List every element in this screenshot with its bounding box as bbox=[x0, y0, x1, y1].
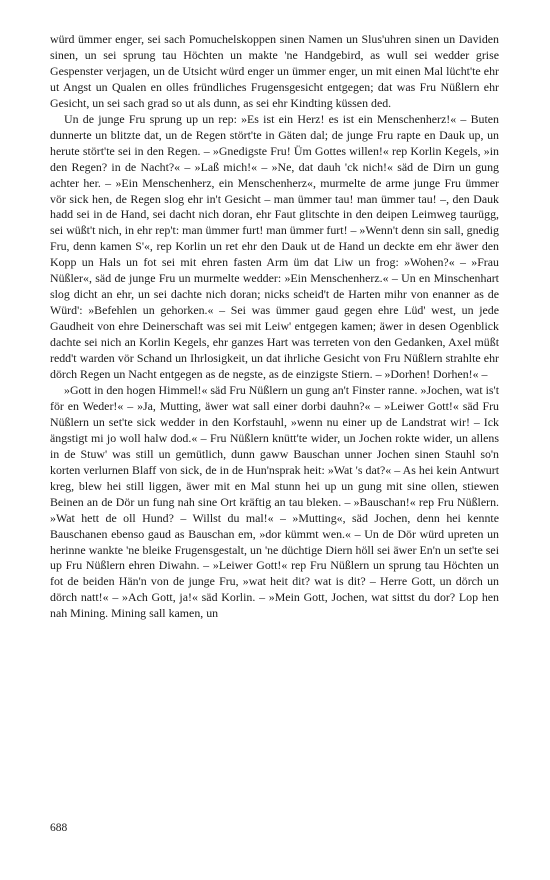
paragraph-1: würd ümmer enger, sei sach Pomuchelskoppen sinen Namen un Slus'uhren sinen un Daviden sinen, un sei sprung tau Höchten un makte 'ne Handgebird, as wull sei wedder grise Gespenster verjagen, un de Utsicht würd enger un ümmer enger, un mit einen Mal lücht'te ehr ut Angst un Qualen en olles fründliches Frugensgesicht entgegen; dat was Fru Nüßlern ehr Gesicht, un sei sach grad so ut als dunn, as sei ehr Kindting küssen ded. bbox=[50, 32, 499, 110]
paragraph-2: Un de junge Fru sprung up un rep: »Es ist ein Herz! es ist ein Menschenherz!« – Buten dunnerte un blitzte dat, un de Regen stört'te in Gäten dal; de junge Fru rapte en Dauk up, un herute stört'te sei in den Regen. – »Gnedigste Fru! Üm Gottes willen!« rep Korlin Kegels, »in den Regen? in de Nacht?« – »Laß mich!« – »Ne, dat dauh 'ck nich!« säd de Dirn un gung achter her. – »Ein Menschenherz, ein Menschenherz«, murmelte de arme junge Fru ümmer vör sick hen, de Regen slog ehr in't Gesicht – man ümmer tau! man ümmer tau! –, den Dauk hadd sei in de Hand, sei dacht nich doran, ehr Faut glitschte in den deipen Leimweg taurügg, sei wüßt't nich, in ehr rep't: man ümmer furt! man ümmer furt! – »Wenn't denn sin sall, gnedig Fru, denn kamen S'«, rep Korlin un ret ehr den Dauk ut de Hand un deckte em ehr äwer den Kopp un Hals un fot sei mit ehren fasten Arm üm dat Liw un frog: »Wohen?« – »Frau Nüßler«, säd de junge Fru un murmelte wedder: »Ein Menschenherz.« – Un en Minschenhart slog dicht an ehr, un sei dachte nich doran; nicks scheid't de Harten mihr von enanner as de Würd': »Befehlen un gehorken.« – Sei was ümmer gaud gegen ehre Lüd' west, un jede Gaudheit von ehre Deinerschaft was sei mit Leiw' entgegen kamen; äwer in desen Ogenblick dachte sei nich an Korlin Kegels, ehr ganzes Hart was terreten von den Gedanken, Axel müßt redd't warden vör Schand un Ihrlosigkeit, un dat ihrliche Gesicht von Fru Nüßlern strahlte ehr dörch Regen un Nacht entgegen as de negste, as de einzigste Stiern. – »Dorhen! Dorhen!« – bbox=[50, 111, 499, 382]
book-page-text bbox=[50, 32, 499, 622]
page-number: 688 bbox=[50, 822, 68, 834]
paragraph-3: »Gott in den hogen Himmel!« säd Fru Nüßlern un gung an't Finster ranne. »Jochen, wat is't för en Weder!« – »Ja, Mutting, äwer wat sall einer dorbi dauhn?« – »Leiwer Gott!« säd Fru Nüßlern un set'te sick wedder in den Korfstauhl, »wenn nu einer up de Landstrat wir! – Ick ängstigt mi jo woll halw dod.« – Fru Nüßlern knütt'te wider, un Jochen rokte wider, un allens in de Stuw' was still un gemütlich, dunn gaww Bauschan unner Jochen sinen Stauhl so'n korten verlurnen Blaff von sick, de in de Hun'nsprak heit: »Wat 's dat?« – As hei kein Antwurt kreg, blew hei still liggen, äwer mit en Mal stunn hei up un gung mit sine ollen, stiewen Beinen an de Dör un fung nah sine Ort kräftig an tau bleken. – »Bauschan!« rep Fru Nüßlern. »Wat hett de oll Hund? – Willst du mal!« – »Mutting«, säd Jochen, denn hei kennte Bauschanen ebenso gaud as Bauschan em, »dor kümmt wen.« – Un de Dör würd upreten un herinne wankte 'ne bleike Frugensgestalt, un 'ne düchtige Diern höll sei äwer En'n un set'te sei up Fru Nüßlern ehren Diwahn. – »Leiwer Gott!« rep Fru Nüßlern un sprung tau Höchten un fot de beiden Hän'n von de junge Fru, »wat heit dit? wat is dit? – Herre Gott, un dörch un dörch natt!« – »Ach Gott, ja!« säd Korlin. – »Mein Gott, Jochen, wat sittst du dor? Lop hen nah Mining. Mining sall kamen, un bbox=[50, 382, 499, 621]
